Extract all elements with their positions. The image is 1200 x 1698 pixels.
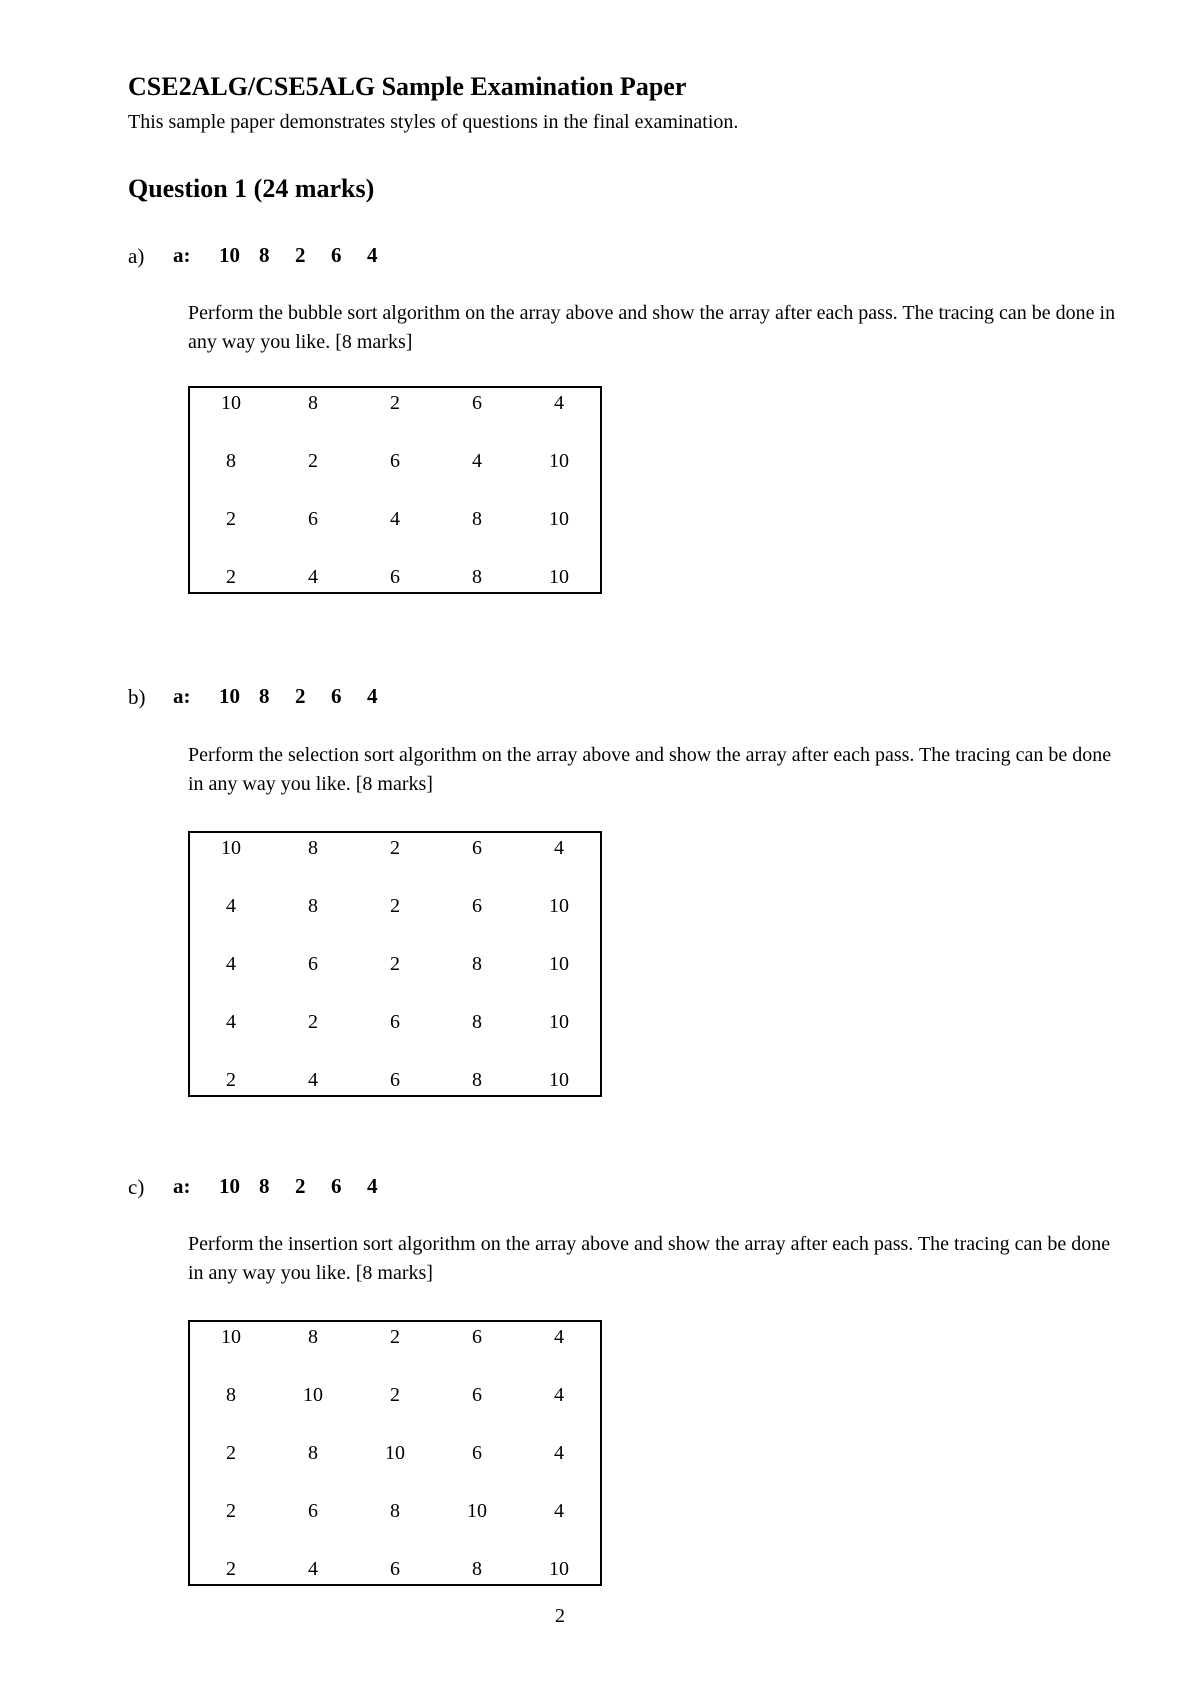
trace-cell: 6 (390, 450, 400, 472)
trace-row (190, 1067, 600, 1095)
trace-cell: 8 (226, 450, 236, 472)
array-name: a: (173, 684, 191, 708)
trace-row (190, 564, 600, 592)
trace-cell: 4 (226, 895, 236, 917)
trace-cell: 8 (308, 895, 318, 917)
trace-cell: 4 (226, 953, 236, 975)
trace-cell: 6 (308, 508, 318, 530)
trace-row (190, 388, 600, 448)
trace-cell: 4 (390, 508, 400, 530)
trace-cell: 2 (390, 1384, 400, 1406)
trace-cell: 6 (390, 1011, 400, 1033)
trace-cell: 10 (549, 1069, 569, 1091)
trace-cell: 10 (221, 392, 241, 414)
trace-cell: 6 (308, 953, 318, 975)
trace-cell: 4 (554, 392, 564, 414)
trace-cell: 10 (549, 566, 569, 588)
trace-cell: 8 (308, 837, 318, 859)
trace-row (190, 1382, 600, 1440)
trace-cell: 8 (390, 1500, 400, 1522)
trace-cell: 8 (472, 566, 482, 588)
trace-cell: 8 (472, 953, 482, 975)
trace-row (190, 506, 600, 564)
trace-cell: 10 (549, 895, 569, 917)
part-b-label: b) (128, 685, 146, 709)
trace-cell: 10 (221, 837, 241, 859)
trace-cell: 4 (308, 1069, 318, 1091)
trace-row (190, 1009, 600, 1067)
trace-row (190, 1440, 600, 1498)
trace-cell: 6 (308, 1500, 318, 1522)
part-a-array (173, 243, 403, 268)
part-c-array (173, 1174, 403, 1199)
trace-row (190, 1556, 600, 1584)
trace-row (190, 893, 600, 951)
trace-row (190, 951, 600, 1009)
trace-cell: 6 (472, 1384, 482, 1406)
trace-cell: 4 (554, 837, 564, 859)
trace-cell: 2 (308, 1011, 318, 1033)
trace-row (190, 833, 600, 893)
trace-cell: 2 (226, 1558, 236, 1580)
trace-cell: 4 (554, 1384, 564, 1406)
trace-row (190, 448, 600, 506)
array-name: a: (173, 1174, 191, 1198)
trace-row (190, 1498, 600, 1556)
trace-cell: 10 (549, 508, 569, 530)
trace-cell: 8 (472, 1069, 482, 1091)
array-value: 10 (219, 243, 240, 267)
array-value: 8 (259, 243, 270, 267)
array-value: 4 (367, 243, 378, 267)
trace-cell: 6 (472, 837, 482, 859)
trace-cell: 4 (308, 566, 318, 588)
trace-cell: 8 (472, 1011, 482, 1033)
trace-cell: 8 (308, 1326, 318, 1348)
trace-cell: 2 (390, 895, 400, 917)
trace-cell: 10 (467, 1500, 487, 1522)
trace-cell: 2 (390, 1326, 400, 1348)
array-value: 2 (295, 243, 306, 267)
trace-cell: 8 (308, 1442, 318, 1464)
trace-cell: 4 (554, 1442, 564, 1464)
trace-cell: 8 (472, 508, 482, 530)
array-value: 6 (331, 684, 342, 708)
array-value: 10 (219, 1174, 240, 1198)
part-b-array (173, 684, 403, 709)
trace-cell: 2 (390, 837, 400, 859)
trace-cell: 6 (390, 566, 400, 588)
trace-cell: 10 (549, 953, 569, 975)
trace-cell: 4 (226, 1011, 236, 1033)
trace-cell: 6 (472, 1326, 482, 1348)
trace-cell: 6 (390, 1069, 400, 1091)
paper-subtitle: This sample paper demonstrates styles of questions in the final examination. (128, 111, 739, 133)
trace-cell: 10 (549, 450, 569, 472)
part-a-trace-table (188, 386, 602, 594)
array-value: 2 (295, 684, 306, 708)
trace-cell: 6 (472, 392, 482, 414)
page-number: 2 (555, 1605, 565, 1627)
trace-cell: 8 (472, 1558, 482, 1580)
question-heading: Question 1 (24 marks) (128, 174, 375, 203)
trace-cell: 2 (308, 450, 318, 472)
array-value: 6 (331, 1174, 342, 1198)
part-b-trace-table (188, 831, 602, 1097)
part-a-instruction: Perform the bubble sort algorithm on the array above and show the array after each pass. The tracing can be done in any way you like. [8 marks] (188, 302, 1116, 353)
trace-cell: 4 (308, 1558, 318, 1580)
trace-row (190, 1322, 600, 1382)
trace-cell: 6 (472, 1442, 482, 1464)
trace-cell: 8 (308, 392, 318, 414)
array-value: 10 (219, 684, 240, 708)
trace-cell: 2 (226, 566, 236, 588)
array-value: 4 (367, 1174, 378, 1198)
array-name: a: (173, 243, 191, 267)
trace-cell: 10 (385, 1442, 405, 1464)
trace-cell: 4 (554, 1500, 564, 1522)
trace-cell: 10 (549, 1011, 569, 1033)
trace-cell: 6 (390, 1558, 400, 1580)
trace-cell: 2 (226, 508, 236, 530)
part-c-instruction: Perform the insertion sort algorithm on the array above and show the array after each pass. The tracing can be done in any way you like. [8 marks] (188, 1233, 1111, 1284)
part-c-trace-table (188, 1320, 602, 1586)
trace-cell: 4 (472, 450, 482, 472)
array-value: 6 (331, 243, 342, 267)
trace-cell: 2 (390, 953, 400, 975)
trace-cell: 10 (303, 1384, 323, 1406)
trace-cell: 4 (554, 1326, 564, 1348)
array-value: 8 (259, 1174, 270, 1198)
trace-cell: 2 (390, 392, 400, 414)
part-b-instruction: Perform the selection sort algorithm on the array above and show the array after each pass. The tracing can be done in any way you like. [8 marks] (188, 744, 1112, 795)
trace-cell: 2 (226, 1069, 236, 1091)
array-value: 8 (259, 684, 270, 708)
array-value: 4 (367, 684, 378, 708)
array-value: 2 (295, 1174, 306, 1198)
trace-cell: 10 (549, 1558, 569, 1580)
part-c-label: c) (128, 1175, 145, 1199)
paper-title: CSE2ALG/CSE5ALG Sample Examination Paper (128, 72, 687, 101)
part-a-label: a) (128, 244, 145, 268)
trace-cell: 10 (221, 1326, 241, 1348)
trace-cell: 6 (472, 895, 482, 917)
trace-cell: 2 (226, 1500, 236, 1522)
trace-cell: 2 (226, 1442, 236, 1464)
trace-cell: 8 (226, 1384, 236, 1406)
